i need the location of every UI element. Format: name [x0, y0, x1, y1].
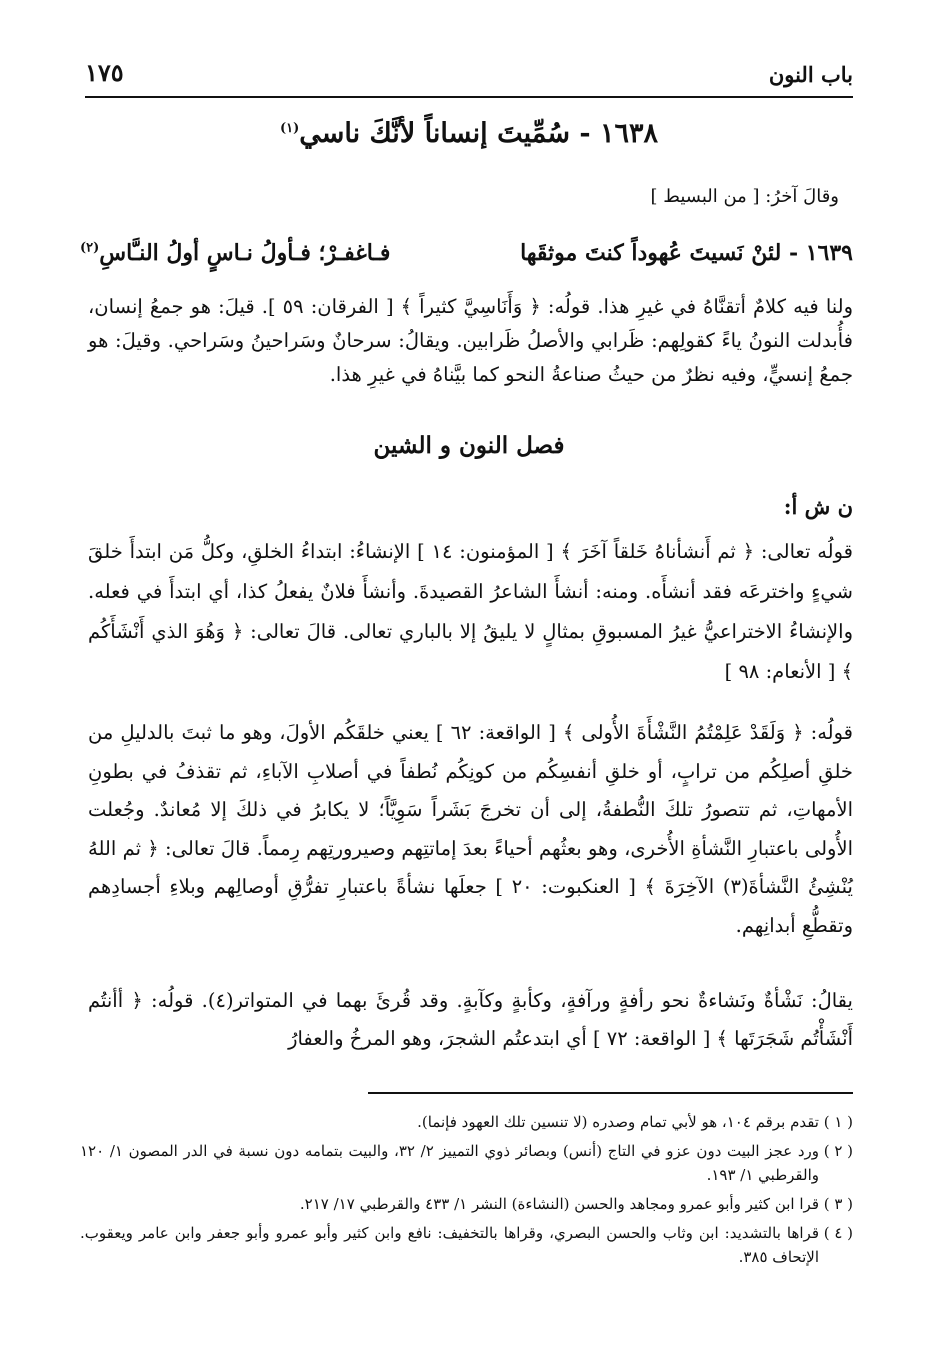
entry-title [85, 118, 853, 149]
footnote-number: ( ٢ ) [823, 1142, 853, 1160]
section-title: فصل النون و الشين [373, 432, 565, 459]
paragraph-1: ولنا فيه كلامٌ أتقنَّاهُ في غيرِ هذا. قولُه: ﴿ وَأَنَاسِيَّ كثيراً ﴾ [ الفرقان: ٥٩ ]. قيلَ: هو جمعُ إنسان، فأُبدلت النونُ ياءً كقولِهم: ظَرابي والأصلُ ظَرابين. ويقالُ: سرحانٌ وسَراحينُ وسَراحي. وقيلَ: هو جمعُ إنسيٍّ، وفيه نظرٌ من حيثُ صناعةُ النحو كما بيَّناهُ في غيرِ هذا. [88, 295, 854, 386]
footnote-separator [368, 1092, 853, 1094]
chapter-title: باب النون [768, 62, 853, 87]
footnote-3 [80, 1192, 853, 1216]
entry-title-text: ١٦٣٨ - سُمِّيتَ إنساناً لأنَّكَ ناسي [299, 118, 659, 149]
footnote-number: ( ٤ ) [823, 1224, 853, 1242]
paragraph-4: يقالُ: نَشْأةٌ ونَشاءةٌ نحو رأفةٍ ورآفةٍ، وكأبةٍ وكآبةٍ. وقد قُرئَ بهما في المتواتر(٤). قولُه: ﴿ أأنتُم أَنْشَأْتُم شَجَرَتَها ﴾ [ الواقعة: ٧٢ ] أي ابتدعتُم الشجرَ، وهو المرخُ والعفارُ [88, 989, 853, 1050]
footnotes [80, 1110, 853, 1274]
footnote-text: تقدم برقم ١٠٤، هو لأبي تمام وصدره (لا تنسين تلك العهود فإنما). [417, 1113, 819, 1131]
footnote-text: قراها بالتشديد: ابن وثاب والحسن البصري، وقراها بالتخفيف: نافع وابن كثير وأبو عمرو وأبو جعفر وابن عامر ويعقوب. الإتحاف ٣٨٥. [80, 1224, 819, 1266]
poem-verse [80, 240, 853, 280]
footnote-text: قرا ابن كثير وأبو عمرو ومجاهد والحسن (النشاءة) النشر ١/ ٤٣٣ والقرطبي ١٧/ ٢١٧. [299, 1195, 819, 1213]
footnote-ref-1: (١) [279, 121, 300, 136]
footnote-4 [80, 1221, 853, 1269]
footnote-text: ورد عجز البيت دون عزو في التاج (أنس) وبصائر ذوي التمييز ٢/ ٣٢، والبيت بتمامه دون نسبة في الدر المصون ١/ ١٢٠ والقرطبي ١/ ١٩٣. [80, 1142, 820, 1184]
footnote-2 [80, 1139, 853, 1187]
page-number: ١٧٥ [85, 58, 124, 87]
meter-line: وقالَ آخرُ: [ من البسيط ] [650, 186, 839, 207]
footnote-number: ( ١ ) [823, 1113, 853, 1131]
footnote-number: ( ٣ ) [823, 1195, 853, 1213]
root-heading: ن ش أ: [783, 494, 853, 519]
paragraph-2: قولُه تعالى: ﴿ ثم أَنشأناهُ خَلقاً آخَرَ ﴾ [ المؤمنون: ١٤ ] الإنشاءُ: ابتداءُ الخلقِ، وكلُّ مَن ابتدأَ خلقَ شيءٍ واخترعَه فقد أنشأَه. ومنه: أنشأَ الشاعرُ القصيدةَ. وأنشأَ فلانٌ يفعلُ كذا، أي ابتدأَ في فعله. والإنشاءُ الاختراعيُّ غيرُ المسبوقِ بمثالٍ لا يليقُ إلا بالباري تعالى. قالَ تعالى: ﴿ وَهُوَ الذي أَنْشَأَكُم ﴾ [ الأنعام: ٩٨ ] [88, 540, 853, 683]
verse-first-hemistich: ١٦٣٩ - لئنْ نَسيتَ عُهوداً كنتَ موثقَها [520, 240, 853, 266]
paragraph-3: قولُه: ﴿ وَلَقَدْ عَلِمْتُمُ النَّشْأَةَ الأُولى ﴾ [ الواقعة: ٦٢ ] يعني خلقَكُم الأولَ، وهو ما ثبتَ بالدليلِ من خلقِ أصلِكُم من ترابٍ، أو خلقِ أنفسِكُم من كونِكُم نُطفاً في أصلابِ الآباءِ، ثم تقذفُ في بطونِ الأمهاتِ، ثم تتصورُ تلكَ النُّطفةُ، إلى أن تخرجَ بَشَراً سَوِيَّاً؛ لا يكابرُ في ذلكَ إلا مُعاندٌ. وجُعلت الأُولى باعتبارِ النَّشأةِ الأُخرى، وهو بعثُهم أحياءً بعدَ إماتتِهم وصيرورتِهم رِمماً. قالَ تعالى: ﴿ ثم اللهُ يُنْشِئُ النَّشأةَ(٣) الآخِرَةَ ﴾ [ العنكبوت: ٢٠ ] جعلَها نشأةً باعتبارِ تفرُّقِ أوصالِهم وبلاءِ أجسادِهم وتقطُّعِ أبدانِهم. [88, 721, 853, 937]
verse-second-hemistich-text: فـاغفـرْ؛ فـأولُ نـاسٍ أولُ النـَّاسِ [99, 240, 391, 266]
footnote-1 [80, 1110, 853, 1134]
verse-second-hemistich [80, 240, 390, 266]
footnote-ref-2: (٢) [80, 240, 100, 256]
running-header [85, 50, 853, 98]
